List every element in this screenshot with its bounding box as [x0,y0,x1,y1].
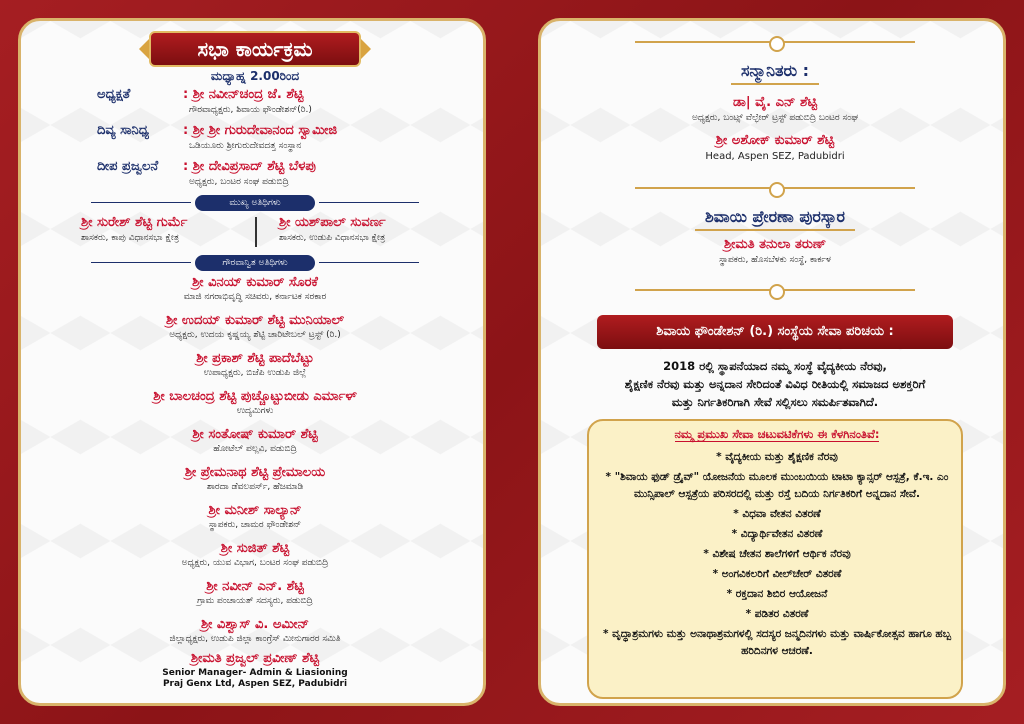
guest-name: ಶ್ರೀ ಬಾಲಚಂದ್ರ ಶೆಟ್ಟಿ ಪುಚ್ಚೊಟ್ಟುಬೀಡು ಎರ್ಮಾಳ್ [153,389,357,404]
award-name: ಶ್ರೀಮತಿ ತನುಲಾ ತರುಣ್ [723,237,827,252]
guest-name: ಶ್ರೀ ಉದಯ್ ಕುಮಾರ್ ಶೆಟ್ಟಿ ಮುನಿಯಾಲ್ [165,313,345,328]
guest-sub: ಉಪಾಧ್ಯಕ್ಷರು, ಬಿಜೆಪಿ ಉಡುಪಿ ಜಿಲ್ಲೆ [203,368,307,378]
row-sub: ಗೌರವಾಧ್ಯಕ್ಷರು, ಶಿವಾಯ ಫೌಂಡೇಶನ್(ರಿ.) [189,105,312,115]
guest-sub: ಮಾಜಿ ನಗರಾಭಿವೃದ್ಧಿ ಸಚಿವರು, ಕರ್ನಾಟಕ ಸರಕಾರ [183,292,327,302]
guest-item [21,275,486,302]
guest-item [21,541,486,568]
row-label: ದೀಪ ಪ್ರಜ್ವಲನೆ [97,159,159,174]
guest-sub: ಹೋಟೆಲ್ ಪಲ್ಲವಿ, ಪಡುಬಿದ್ರಿ [213,444,297,454]
list-item: * ವೈದ್ಯಕೀಯ ಮತ್ತು ಶೈಕ್ಷಣಿಕ ನೆರವು [716,451,838,463]
guest-name: ಶ್ರೀ ಪ್ರೇಮನಾಥ ಶೆಟ್ಟಿ ಪ್ರೇಮಾಲಯ [184,465,326,480]
guest-name: ಶ್ರೀಮತಿ ಪ್ರಜ್ವಲ್ ಪ್ರವೀಣ್ ಶೆಟ್ಟಿ [190,651,320,666]
activities-heading: ನಮ್ಮ ಪ್ರಮುಖ ಸೇವಾ ಚಟುವಟಿಕೆಗಳು ಈ ಕೆಳಗಿನಂತಿವೆ: [674,427,880,441]
honoree-sub: ಅಧ್ಯಕ್ಷರು, ಬಂಟ್ಸ್ ವೆಲ್ಫೇರ್ ಟ್ರಸ್ಟ್ ಪಡುಬಿದ್ರಿ ಬಂಟರ ಸಂಘ [691,113,859,123]
guest-item [21,503,486,530]
chief-divider [255,217,257,247]
award-sub: ಸ್ಥಾಪಕರು, ಹೊಸಬೆಳಕು ಸಂಸ್ಥೆ, ಕಾರ್ಕಳ [719,255,831,265]
para-line: 2018 ರಲ್ಲಿ ಸ್ಥಾಪನೆಯಾದ ನಮ್ಮ ಸಂಸ್ಥೆ ವೈದ್ಯಕೀಯ ನೆರವು, [663,359,887,373]
guest-item [21,427,486,454]
list-item: * ವಿಶೇಷ ಚೇತನ ಶಾಲೆಗಳಿಗೆ ಆರ್ಥಿಕ ನೆರವು [703,548,851,560]
guest-sub2: Praj Genx Ltd, Aspen SEZ, Padubidri [162,679,348,689]
row-sub: ಒಡಿಯೂರು ಶ್ರೀಗುರುದೇವದತ್ತ ಸಂಸ್ಥಾನ [189,141,302,151]
guest-item [21,465,486,492]
row-name: : ಶ್ರೀ ಶ್ರೀ ಗುರುದೇವಾನಂದ ಸ್ವಾಮೀಜಿ [183,123,338,138]
guest-name: ಶ್ರೀ ಸುಜಿತ್ ಶೆಟ್ಟಿ [220,541,290,556]
list-item: * ಪಡಿತರ ವಿತರಣೆ [745,608,809,620]
award-heading-wrap [541,205,1006,231]
honoree-item [541,95,1006,123]
guest-name: ಶ್ರೀ ಮನೀಶ್ ಸಾಲ್ಯಾನ್ [208,503,302,518]
left-panel [18,18,486,706]
gold-divider [635,187,915,189]
row-label: ದಿವ್ಯ ಸಾನಿಧ್ಯ [97,123,149,138]
guest-sub: ಅಧ್ಯಕ್ಷರು, ಯುವ ವಿಭಾಗ, ಬಂಟರ ಸಂಘ ಪಡುಬಿದ್ರಿ [181,558,329,568]
honoree-name: ಶ್ರೀ ಅಶೋಕ್ ಕುಮಾರ್ ಶೆಟ್ಟಿ [715,133,835,148]
list-item: * "ಶಿವಾಯ ಫುಡ್ ಡ್ರೈವ್" ಯೋಜನೆಯ ಮೂಲಕ ಮುಂಬಯಿಯ ಟಾಟಾ ಕ್ಯಾನ್ಸರ್ ಆಸ್ಪತ್ರೆ, ಕೆ.ಇ. ಎಂ ಮುನ್ಸಿಪಾಲ್ ಆಸ್ಪತ್ರೆಯ ಪರಿಸರದಲ್ಲಿ ಮತ್ತು ರಸ್ತೆ ಬದಿಯ ನಿರ್ಗತಿಕರಿಗೆ ಅನ್ನದಾನ ಸೇವೆ. [605,471,949,500]
honorees-heading-wrap [541,59,1006,85]
row-name: : ಶ್ರೀ ನವೀನ್‌ಚಂದ್ರ ಜೆ. ಶೆಟ್ಟಿ [183,87,304,102]
guest-sub: ಅಧ್ಯಕ್ಷರು, ಉದಯ ಕೃಷ್ಣಯ್ಯ ಶೆಟ್ಟಿ ಚಾರಿಟೇಬಲ್ ಟ್ರಸ್ಟ್ (ರಿ.) [169,330,341,340]
guest-item [21,617,486,644]
chief-guest [279,215,386,243]
guest-sub: ಶಾರದಾ ಡೆವಲಪರ್ಸ್, ಹೆಜಮಾಡಿ [206,482,304,492]
list-item: * ವೃದ್ಧಾಶ್ರಮಗಳು ಮತ್ತು ಅನಾಥಾಶ್ರಮಗಳಲ್ಲಿ ಸದಸ್ಯರ ಜನ್ಮದಿನಗಳು ಮತ್ತು ವಾರ್ಷಿಕೋತ್ಸವ ಹಾಗೂ ಹಬ್ಬ ಹರಿದಿನಗಳ ಆಚರಣೆ. [602,628,952,657]
presidency-row [97,87,303,102]
activities-heading-wrap [589,427,965,442]
lamp-row [97,159,316,174]
list-item: * ಅಂಗವಿಕಲರಿಗೆ ವೀಲ್‌ಚೇರ್ ವಿತರಣೆ [712,568,842,580]
intro-paragraph [571,357,979,411]
activities-box [587,419,963,699]
guest-item [21,351,486,378]
chief-guests-pill: ಮುಖ್ಯ ಅತಿಥಿಗಳು [195,195,315,211]
program-title: ಸಭಾ ಕಾರ್ಯಕ್ರಮ [149,31,361,67]
honoree-name: ಡಾ| ವೈ. ಎನ್ ಶೆಟ್ಟಿ [732,95,818,110]
award-heading: ಶಿವಾಯಿ ಪ್ರೇರಣಾ ಪುರಸ್ಕಾರ [695,205,855,231]
honored-guests-pill: ಗೌರವಾನ್ವಿತ ಅತಿಥಿಗಳು [195,255,315,271]
gold-divider [635,289,915,291]
guest-item [21,389,486,416]
honorees-heading: ಸನ್ಮಾನಿತರು : [731,59,819,85]
para-line: ಶೈಕ್ಷಣಿಕ ನೆರವು ಮತ್ತು ಅನ್ನದಾನ ಸೇರಿದಂತೆ ವಿವಿಧ ರೀತಿಯಲ್ಲಿ ಸಮಾಜದ ಅಶಕ್ತರಿಗೆ [624,377,926,391]
guest-item [21,313,486,340]
list-item: * ವಿದ್ಯಾರ್ಥಿವೇತನ ವಿತರಣೆ [731,528,823,540]
chief-name: ಶ್ರೀ ಸುರೇಶ್ ಶೆಟ್ಟಿ ಗುರ್ಮೆ [81,215,188,230]
guest-sub: ಉದ್ಯಮಿಗಳು [236,406,274,416]
guest-name: ಶ್ರೀ ಸಂತೋಷ್ ಕುಮಾರ್ ಶೆಟ್ಟಿ [192,427,318,442]
right-panel [538,18,1006,706]
guest-item [21,579,486,606]
guest-name: ಶ್ರೀ ವಿನಯ್ ಕುಮಾರ್ ಸೊರಕೆ [192,275,318,290]
guest-name: ಶ್ರೀ ವಿಶ್ವಾಸ್ ವಿ. ಅಮೀನ್ [200,617,310,632]
list-item: * ರಕ್ತದಾನ ಶಿಬಿರ ಆಯೋಜನೆ [726,588,828,600]
gold-divider [635,41,915,43]
service-banner: ಶಿವಾಯ ಫೌಂಡೇಶನ್ (ರಿ.) ಸಂಸ್ಥೆಯ ಸೇವಾ ಪರಿಚಯ : [597,315,953,349]
list-item: * ವಿಧವಾ ವೇತನ ವಿತರಣೆ [733,508,821,520]
award-item [541,237,1006,265]
row-label: ಅಧ್ಯಕ್ಷತೆ [97,87,131,102]
guest-sub: ಗ್ರಾಮ ಪಂಚಾಯತ್ ಸದಸ್ಯರು, ಪಡುಬಿದ್ರಿ [197,596,313,606]
guest-item [21,651,486,689]
chief-guest [81,215,187,243]
chief-sub: ಶಾಸಕರು, ಕಾಪು ವಿಧಾನಸಭಾ ಕ್ಷೇತ್ರ [81,233,180,243]
guest-sub: ಸ್ಥಾಪಕರು, ಚಾಮರ ಫೌಂಡೇಶನ್ [208,520,302,530]
chief-name: ಶ್ರೀ ಯಶ್‌ಪಾಲ್ ಸುವರ್ಣ [279,215,386,230]
divine-row [97,123,337,138]
program-time: ಮಧ್ಯಾಹ್ನ 2.00ರಿಂದ [210,69,300,83]
guest-name: ಶ್ರೀ ನವೀನ್ ಎನ್. ಶೆಟ್ಟಿ [206,579,304,594]
honoree-item [541,133,1006,162]
para-line: ಮತ್ತು ನಿರ್ಗತಿಕರಿಗಾಗಿ ಸೇವೆ ಸಲ್ಲಿಸಲು ಸಮರ್ಪಿತವಾಗಿದೆ. [671,395,879,409]
guest-sub: Senior Manager- Admin & Liasioning [162,668,348,678]
activities-list [597,449,957,663]
row-sub: ಅಧ್ಯಕ್ಷರು, ಬಂಟರ ಸಂಘ ಪಡುಬಿದ್ರಿ [189,177,289,187]
guest-sub: ಜಿಲ್ಲಾಧ್ಯಕ್ಷರು, ಉಡುಪಿ ಜಿಲ್ಲಾ ಕಾಂಗ್ರೆಸ್ ಮೀನುಗಾರರ ಸಮಿತಿ [169,634,341,644]
chief-sub: ಶಾಸಕರು, ಉಡುಪಿ ವಿಧಾನಸಭಾ ಕ್ಷೇತ್ರ [279,233,386,243]
guest-name: ಶ್ರೀ ಪ್ರಕಾಶ್ ಶೆಟ್ಟಿ ಪಾದೆಬೆಟ್ಟು [196,351,314,366]
row-name: : ಶ್ರೀ ದೇವಿಪ್ರಸಾದ್ ಶೆಟ್ಟಿ ಬೆಳಪು [183,159,316,174]
honoree-sub: Head, Aspen SEZ, Padubidri [705,151,845,162]
